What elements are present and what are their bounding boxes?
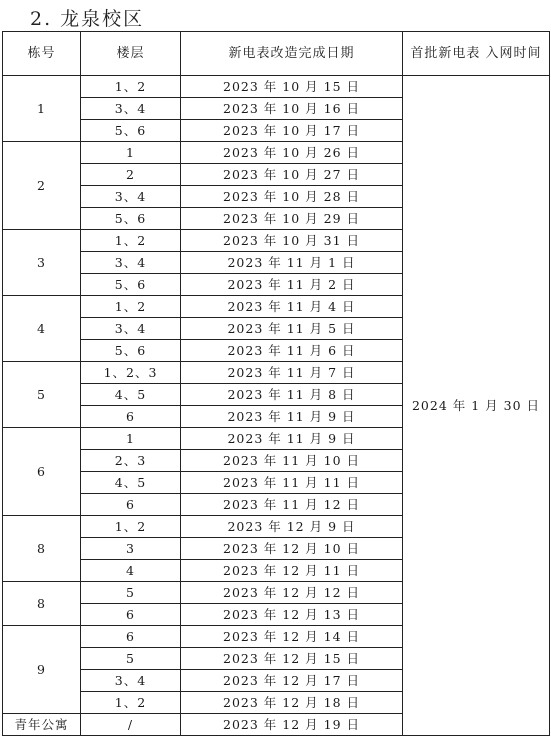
building-cell: 8 bbox=[3, 516, 81, 582]
building-cell: 青年公寓 bbox=[3, 714, 81, 736]
floor-cell: 5、6 bbox=[81, 340, 181, 362]
completion-date-cell: 2023 年 10 月 17 日 bbox=[181, 120, 403, 142]
meter-schedule-table bbox=[2, 31, 550, 736]
header-floor: 楼层 bbox=[81, 32, 181, 76]
completion-date-cell: 2023 年 12 月 12 日 bbox=[181, 582, 403, 604]
floor-cell: 6 bbox=[81, 406, 181, 428]
completion-date-cell: 2023 年 12 月 17 日 bbox=[181, 670, 403, 692]
section-heading: 2. 龙泉校区 bbox=[30, 8, 145, 30]
completion-date-cell: 2023 年 11 月 12 日 bbox=[181, 494, 403, 516]
completion-date-cell: 2023 年 11 月 5 日 bbox=[181, 318, 403, 340]
table-body bbox=[3, 76, 550, 736]
completion-date-cell: 2023 年 12 月 10 日 bbox=[181, 538, 403, 560]
floor-cell: 3、4 bbox=[81, 252, 181, 274]
header-completion-date: 新电表改造完成日期 bbox=[181, 32, 403, 76]
completion-date-cell: 2023 年 11 月 9 日 bbox=[181, 406, 403, 428]
completion-date-cell: 2023 年 10 月 31 日 bbox=[181, 230, 403, 252]
floor-cell: 3、4 bbox=[81, 670, 181, 692]
completion-date-cell: 2023 年 11 月 8 日 bbox=[181, 384, 403, 406]
floor-cell: 1、2 bbox=[81, 692, 181, 714]
completion-date-cell: 2023 年 10 月 16 日 bbox=[181, 98, 403, 120]
floor-cell: 6 bbox=[81, 626, 181, 648]
floor-cell: 1、2 bbox=[81, 516, 181, 538]
completion-date-cell: 2023 年 11 月 7 日 bbox=[181, 362, 403, 384]
completion-date-cell: 2023 年 12 月 13 日 bbox=[181, 604, 403, 626]
building-cell: 8 bbox=[3, 582, 81, 626]
floor-cell: 6 bbox=[81, 494, 181, 516]
completion-date-cell: 2023 年 10 月 27 日 bbox=[181, 164, 403, 186]
completion-date-cell: 2023 年 12 月 11 日 bbox=[181, 560, 403, 582]
completion-date-cell: 2023 年 12 月 19 日 bbox=[181, 714, 403, 736]
completion-date-cell: 2023 年 11 月 10 日 bbox=[181, 450, 403, 472]
floor-cell: 5 bbox=[81, 582, 181, 604]
floor-cell: 2、3 bbox=[81, 450, 181, 472]
completion-date-cell: 2023 年 11 月 9 日 bbox=[181, 428, 403, 450]
floor-cell: 1、2 bbox=[81, 230, 181, 252]
floor-cell: 4、5 bbox=[81, 384, 181, 406]
floor-cell: 2 bbox=[81, 164, 181, 186]
building-cell: 5 bbox=[3, 362, 81, 428]
floor-cell: 1 bbox=[81, 428, 181, 450]
completion-date-cell: 2023 年 10 月 26 日 bbox=[181, 142, 403, 164]
building-cell: 9 bbox=[3, 626, 81, 714]
completion-date-cell: 2023 年 11 月 1 日 bbox=[181, 252, 403, 274]
building-cell: 4 bbox=[3, 296, 81, 362]
floor-cell: 3 bbox=[81, 538, 181, 560]
floor-cell: 3、4 bbox=[81, 318, 181, 340]
floor-cell: 4 bbox=[81, 560, 181, 582]
floor-cell: 1、2 bbox=[81, 296, 181, 318]
completion-date-cell: 2023 年 10 月 28 日 bbox=[181, 186, 403, 208]
floor-cell: 4、5 bbox=[81, 472, 181, 494]
network-time-cell: 2024 年 1 月 30 日 bbox=[403, 76, 550, 736]
completion-date-cell: 2023 年 11 月 11 日 bbox=[181, 472, 403, 494]
table-row bbox=[3, 76, 550, 98]
building-cell: 1 bbox=[3, 76, 81, 142]
building-cell: 6 bbox=[3, 428, 81, 516]
floor-cell: 5、6 bbox=[81, 120, 181, 142]
table-header-row bbox=[3, 32, 550, 76]
floor-cell: 1 bbox=[81, 142, 181, 164]
floor-cell: 3、4 bbox=[81, 186, 181, 208]
floor-cell: 5 bbox=[81, 648, 181, 670]
floor-cell: 5、6 bbox=[81, 208, 181, 230]
floor-cell: 1、2 bbox=[81, 76, 181, 98]
completion-date-cell: 2023 年 10 月 15 日 bbox=[181, 76, 403, 98]
completion-date-cell: 2023 年 12 月 18 日 bbox=[181, 692, 403, 714]
building-cell: 3 bbox=[3, 230, 81, 296]
completion-date-cell: 2023 年 11 月 6 日 bbox=[181, 340, 403, 362]
floor-cell: 6 bbox=[81, 604, 181, 626]
completion-date-cell: 2023 年 12 月 15 日 bbox=[181, 648, 403, 670]
floor-cell: / bbox=[81, 714, 181, 736]
header-building: 栋号 bbox=[3, 32, 81, 76]
building-cell: 2 bbox=[3, 142, 81, 230]
floor-cell: 1、2、3 bbox=[81, 362, 181, 384]
completion-date-cell: 2023 年 10 月 29 日 bbox=[181, 208, 403, 230]
completion-date-cell: 2023 年 12 月 9 日 bbox=[181, 516, 403, 538]
header-network-time: 首批新电表 入网时间 bbox=[403, 32, 550, 76]
completion-date-cell: 2023 年 11 月 4 日 bbox=[181, 296, 403, 318]
completion-date-cell: 2023 年 12 月 14 日 bbox=[181, 626, 403, 648]
completion-date-cell: 2023 年 11 月 2 日 bbox=[181, 274, 403, 296]
floor-cell: 3、4 bbox=[81, 98, 181, 120]
floor-cell: 5、6 bbox=[81, 274, 181, 296]
